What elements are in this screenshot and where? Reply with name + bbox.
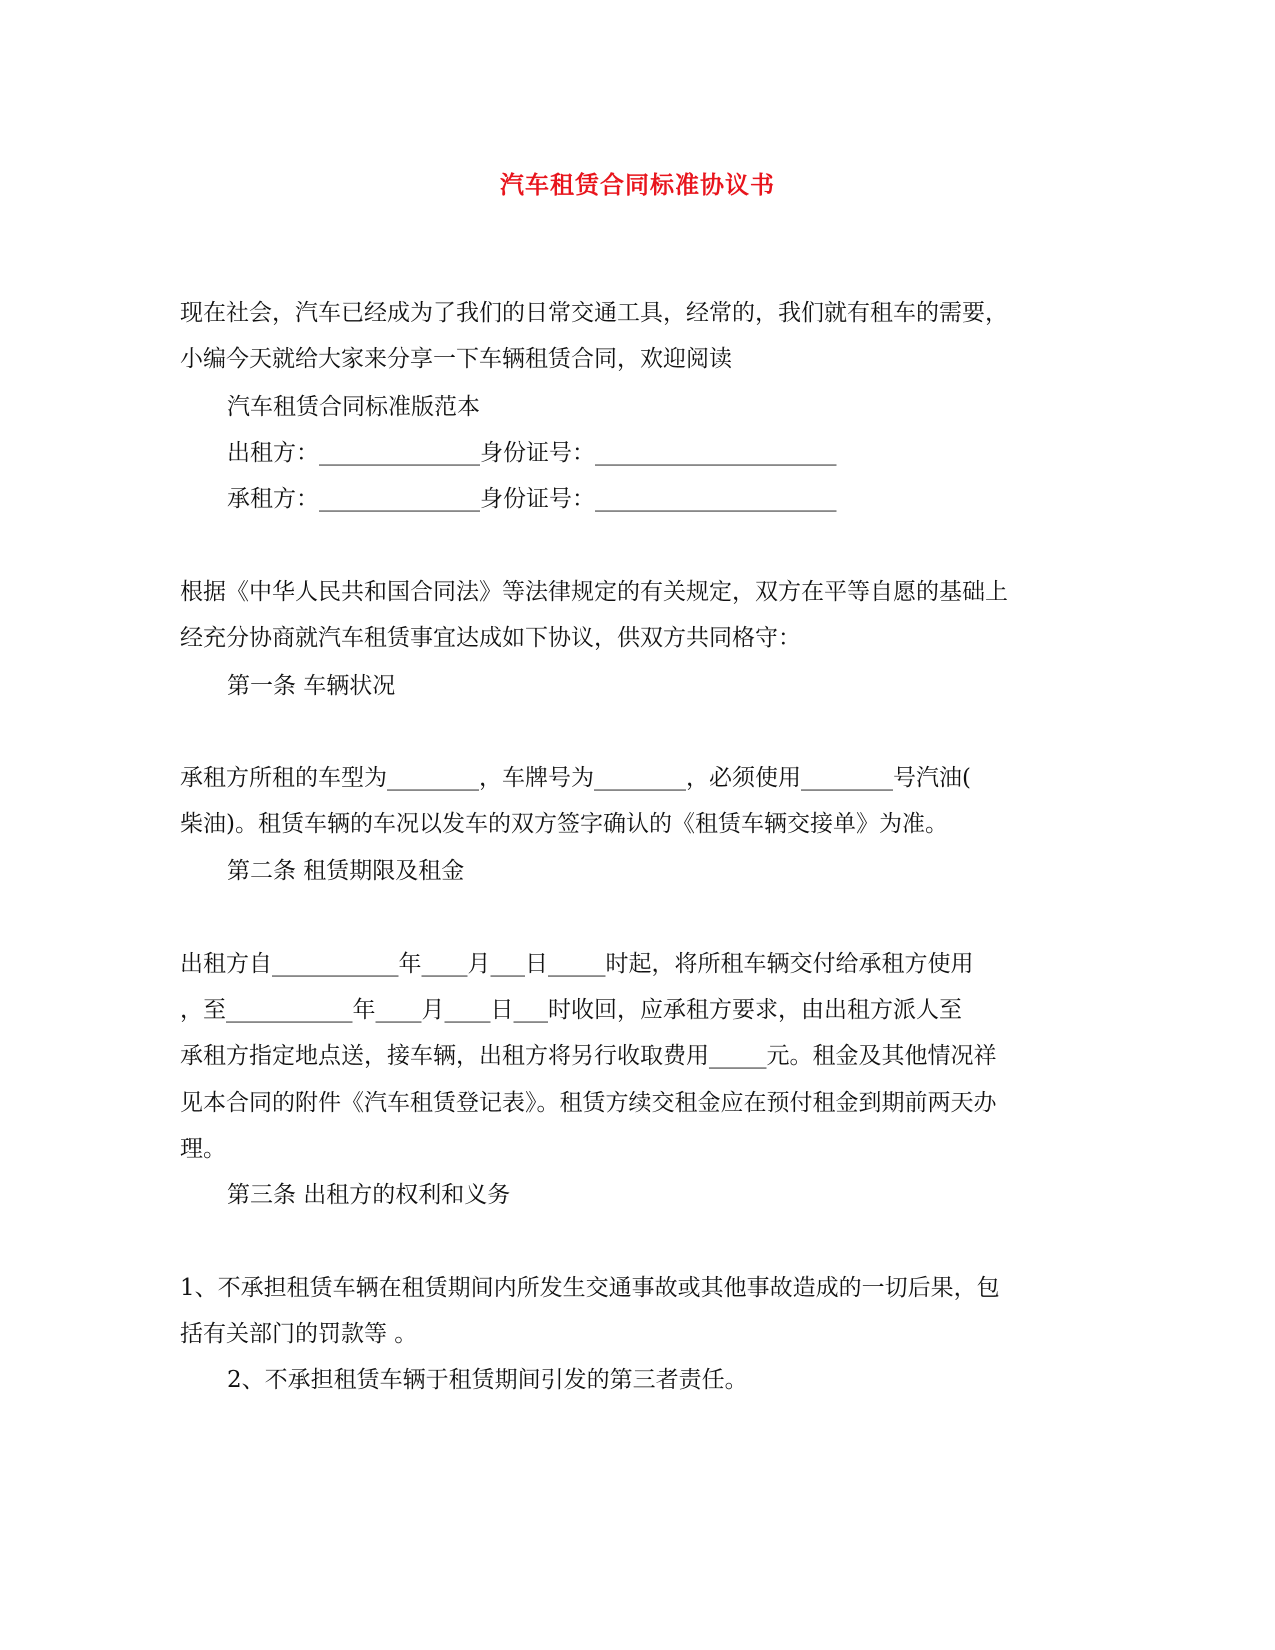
article2-line-4: 见本合同的附件《汽车租赁登记表》。租赁方续交租金应在预付租金到期前两天办 bbox=[180, 1090, 997, 1116]
article3-heading: 第三条 出租方的权利和义务 bbox=[227, 1182, 511, 1208]
intro-line-2: 小编今天就给大家来分享一下车辆租赁合同，欢迎阅读 bbox=[180, 346, 732, 372]
article1-heading: 第一条 车辆状况 bbox=[227, 673, 396, 699]
article1-line-2: 柴油)。租赁车辆的车况以发车的双方签字确认的《租赁车辆交接单》为准。 bbox=[180, 811, 948, 837]
article2-heading: 第二条 租赁期限及租金 bbox=[227, 858, 465, 884]
party-lessee-line: 承租方：______________身份证号：_____________________ bbox=[227, 486, 837, 512]
basis-line-1: 根据《中华人民共和国合同法》等法律规定的有关规定，双方在平等自愿的基础上 bbox=[180, 579, 1008, 605]
article2-line-5: 理。 bbox=[180, 1136, 226, 1162]
intro-line-1: 现在社会，汽车已经成为了我们的日常交通工具，经常的，我们就有租车的需要， bbox=[180, 300, 1008, 326]
article3-item-2: 2、不承担租赁车辆于租赁期间引发的第三者责任。 bbox=[227, 1367, 748, 1393]
article3-line-2: 括有关部门的罚款等 。 bbox=[180, 1321, 418, 1347]
article1-line-1: 承租方所租的车型为________，车牌号为________，必须使用________号汽油( bbox=[180, 765, 971, 791]
document-title: 汽车租赁合同标准协议书 bbox=[500, 170, 775, 199]
article2-line-3: 承租方指定地点送，接车辆，出租方将另行收取费用_____元。租金及其他情况祥 bbox=[180, 1043, 997, 1069]
sample-title: 汽车租赁合同标准版范本 bbox=[227, 394, 480, 420]
article2-line-1: 出租方自___________年____月___日_____时起，将所租车辆交付给承租方使用 bbox=[180, 951, 974, 977]
basis-line-2: 经充分协商就汽车租赁事宜达成如下协议，供双方共同格守： bbox=[180, 625, 801, 651]
party-lessor-line: 出租方：______________身份证号：_____________________ bbox=[227, 440, 837, 466]
article3-line-1: 1、不承担租赁车辆在租赁期间内所发生交通事故或其他事故造成的一切后果，包 bbox=[180, 1275, 1000, 1301]
article2-line-2: ，至___________年____月____日___时收回，应承租方要求，由出租方派人至 bbox=[180, 997, 962, 1023]
